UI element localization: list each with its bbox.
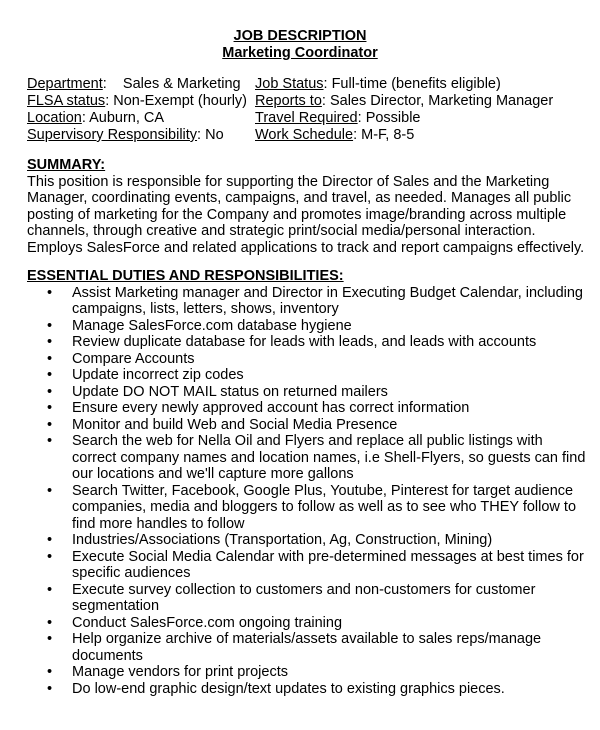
bullet-icon: • xyxy=(47,334,53,350)
list-item xyxy=(27,318,587,335)
list-item xyxy=(27,582,587,615)
list-item xyxy=(27,400,587,417)
list-item-text: Monitor and build Web and Social Media Presence xyxy=(72,416,398,433)
bullet-icon: • xyxy=(47,350,53,367)
bullet-icon: • xyxy=(47,433,53,449)
list-item-text: Help organize archive of materials/assets available to sales reps/manage documents xyxy=(72,631,542,664)
list-item xyxy=(27,664,587,681)
bullet-icon: • xyxy=(47,581,53,598)
job-status-label: Job Status xyxy=(255,76,324,92)
reports-to-value: Sales Director, Marketing Manager xyxy=(329,93,554,109)
list-item-text: Do low-end graphic design/text updates to existing graphics pieces. xyxy=(72,680,505,697)
info-row: Location: Auburn, CA Travel Required: Possible xyxy=(27,110,421,126)
supervisory-value: No xyxy=(205,127,224,143)
document-title: JOB DESCRIPTION xyxy=(233,28,367,44)
department-value: Sales & Marketing xyxy=(122,76,241,92)
bullet-icon: • xyxy=(47,548,53,565)
list-item-text: Execute survey collection to customers and non-customers for customer segmentation xyxy=(72,581,536,614)
info-row: Supervisory Responsibility: No Work Schedule: M-F, 8-5 xyxy=(27,127,415,143)
bullet-icon: • xyxy=(47,614,53,631)
list-item xyxy=(27,351,587,368)
list-item-text: Assist Marketing manager and Director in Executing Budget Calendar, including campaigns, lists, letters, shows, inventory xyxy=(72,284,583,317)
list-item-text: Ensure every newly approved account has correct information xyxy=(72,400,470,416)
summary-section xyxy=(27,157,587,256)
location-label: Location xyxy=(27,110,82,126)
info-row: Department: Sales & Marketing Job Status: Full-time (benefits eligible) xyxy=(27,76,501,92)
location-value: Auburn, CA xyxy=(89,110,165,126)
duties-list xyxy=(27,285,587,698)
flsa-value: Non-Exempt (hourly) xyxy=(113,93,248,109)
list-item-text: Execute Social Media Calendar with pre-determined messages at best times for specific audiences xyxy=(72,548,584,581)
travel-label: Travel Required xyxy=(255,110,358,126)
job-status-value: Full-time (benefits eligible) xyxy=(331,76,501,92)
list-item xyxy=(27,532,587,549)
job-info-block xyxy=(27,76,587,144)
list-item xyxy=(27,549,587,582)
list-item xyxy=(27,417,587,434)
list-item-text: Conduct SalesForce.com ongoing training xyxy=(72,614,343,631)
list-item-text: Manage vendors for print projects xyxy=(72,664,288,680)
bullet-icon: • xyxy=(47,680,53,697)
bullet-icon: • xyxy=(47,284,53,301)
list-item xyxy=(27,384,587,401)
list-item-text: Manage SalesForce.com database hygiene xyxy=(72,317,352,334)
duties-section xyxy=(27,268,587,697)
reports-to-label: Reports to xyxy=(255,93,322,109)
flsa-label: FLSA status xyxy=(27,93,106,109)
list-item-text: Search Twitter, Facebook, Google Plus, Youtube, Pinterest for target audience companies, media and bloggers to follow as well as to see who THEY follow to find more handles to follow xyxy=(72,482,577,532)
bullet-icon: • xyxy=(47,383,53,400)
list-item-text: Industries/Associations (Transportation, Ag, Construction, Mining) xyxy=(72,532,493,548)
supervisory-label: Supervisory Responsibility xyxy=(27,127,198,143)
list-item-text: Review duplicate database for leads with leads, and leads with accounts xyxy=(72,334,537,350)
list-item xyxy=(27,483,587,533)
info-row: FLSA status: Non-Exempt (hourly) Reports to: Sales Director, Marketing Manager xyxy=(27,93,554,109)
list-item-text: Search the web for Nella Oil and Flyers and replace all public listings with correct company names and location names, i.e Shell-Flyers, so guests can find our locations and we'll capture more gallons xyxy=(72,433,586,482)
summary-text: This position is responsible for supporting the Director of Sales and the Marketing Manager, coordinating events, campaigns, and travel, as needed. Manages all public posting of marketing for the Company and promotes image/branding across multiple channels, through creative and strategic print/social media/personal interaction. Employs SalesForce and related applications to track and report campaigns effectively. xyxy=(27,173,585,256)
department-label: Department xyxy=(27,76,103,92)
list-item xyxy=(27,285,587,318)
document-subtitle: Marketing Coordinator xyxy=(222,44,378,61)
list-item xyxy=(27,367,587,384)
list-item xyxy=(27,681,587,698)
list-item xyxy=(27,615,587,632)
bullet-icon: • xyxy=(47,532,53,548)
document-header xyxy=(0,0,600,61)
duties-heading: ESSENTIAL DUTIES AND RESPONSIBILITIES: xyxy=(27,268,344,284)
bullet-icon: • xyxy=(47,317,53,334)
bullet-icon: • xyxy=(47,367,53,383)
travel-value: Possible xyxy=(365,110,421,126)
summary-heading: SUMMARY: xyxy=(27,157,106,173)
bullet-icon: • xyxy=(47,400,53,416)
list-item-text: Compare Accounts xyxy=(72,350,195,367)
list-item-text: Update incorrect zip codes xyxy=(72,367,244,383)
schedule-value: M-F, 8-5 xyxy=(361,127,415,143)
list-item-text: Update DO NOT MAIL status on returned mailers xyxy=(72,383,388,400)
bullet-icon: • xyxy=(47,631,53,647)
list-item xyxy=(27,631,587,664)
schedule-label: Work Schedule xyxy=(255,127,354,143)
bullet-icon: • xyxy=(47,664,53,680)
list-item xyxy=(27,334,587,351)
bullet-icon: • xyxy=(47,482,53,499)
list-item xyxy=(27,433,587,483)
bullet-icon: • xyxy=(47,416,53,433)
